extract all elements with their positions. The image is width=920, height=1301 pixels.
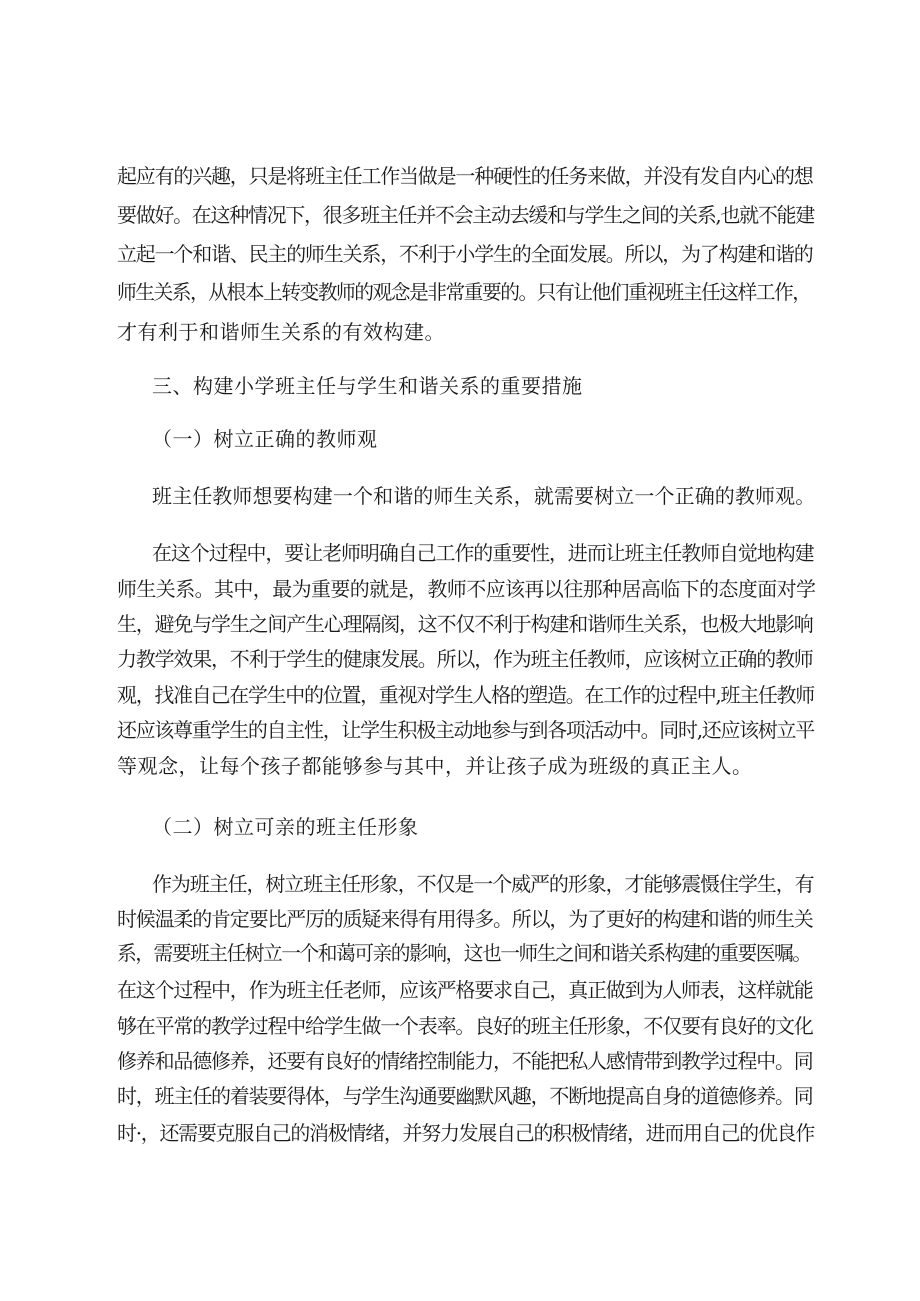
paragraph-2-line-1: 班主任教师想要构建一个和谐的师生关系，就需要树立一个正确的教师观。	[152, 484, 816, 508]
paragraph-1-line-1: 起应有的兴趣，只是将班主任工作当做是一种硬性的任务来做，并没有发自内心的想	[117, 164, 813, 188]
paragraph-4-line-3: 系，需要班主任树立一个和蔼可亲的影响，这也一师生之间和谐关系构建的重要医嘱。	[117, 942, 811, 965]
paragraph-3-line-5: 观，找准自己在学生中的位置，重视对学生人格的塑造。在工作的过程中,班主任教师	[117, 683, 814, 707]
subsection-heading-2: （二）树立可亲的班主任形象	[152, 815, 419, 839]
paragraph-1-line-5: 才有利于和谐师生关系的有效构建。	[117, 320, 445, 344]
paragraph-4-line-1: 作为班主任，树立班主任形象，不仅是一个威严的形象，才能够震慑住学生，有	[152, 872, 814, 896]
paragraph-1-line-4: 师生关系，从根本上转变教师的观念是非常重要的。只有让他们重视班主任这样工作，	[117, 281, 811, 304]
paragraph-1-line-3: 立起一个和谐、民主的师生关系，不利于小学生的全面发展。所以，为了构建和谐的	[117, 242, 813, 266]
paragraph-4-line-4: 在这个过程中，作为班主任老师，应该严格要求自己，真正做到为人师表，这样就能	[117, 978, 813, 1002]
paragraph-4-line-5: 够在平常的教学过程中给学生做一个表率。良好的班主任形象，不仅要有良好的文化	[117, 1014, 813, 1038]
paragraph-3-line-4: 力教学效果，不利于学生的健康发展。所以，作为班主任教师，应该树立正确的教师	[117, 647, 813, 671]
paragraph-3-line-1: 在这个过程中，要让老师明确自己工作的重要性，进而让班主任教师自觉地构建	[152, 541, 814, 565]
paragraph-4-line-8: 时·，还需要克服自己的消极情绪，并努力发展自己的积极情绪，进而用自己的优良作	[117, 1121, 814, 1145]
paragraph-3-line-3: 生，避免与学生之间产生心理隔阂，这不仅不利于构建和谐师生关系，也极大地影响	[117, 612, 813, 636]
paragraph-1-line-2: 要做好。在这种情况下，很多班主任并不会主动去缓和与学生之间的关系,也就不能建	[117, 203, 814, 227]
paragraph-3-line-7: 等观念，让每个孩子都能够参与其中，并让孩子成为班级的真正主人。	[117, 754, 753, 778]
paragraph-3-line-6: 还应该尊重学生的自主性，让学生积极主动地参与到各项活动中。同时,还应该树立平	[117, 718, 814, 742]
subsection-heading-1: （一）树立正确的教师观	[152, 427, 378, 451]
paragraph-3-line-2: 师生关系。其中，最为重要的就是，教师不应该再以往那种居高临下的态度面对学	[117, 577, 816, 601]
section-heading: 三、构建小学班主任与学生和谐关系的重要措施	[152, 374, 583, 398]
paragraph-4-line-6: 修养和品德修养，还要有良好的情绪控制能力，不能把私人感情带到教学过程中。同	[117, 1049, 813, 1073]
paragraph-4-line-2: 时候温柔的肯定要比严厉的质疑来得有用得多。所以，为了更好的构建和谐的师生关	[117, 907, 813, 931]
paragraph-4-line-7: 时，班主任的着装要得体，与学生沟通要幽默风趣，不断地提高自身的道德修养。同	[117, 1084, 813, 1108]
